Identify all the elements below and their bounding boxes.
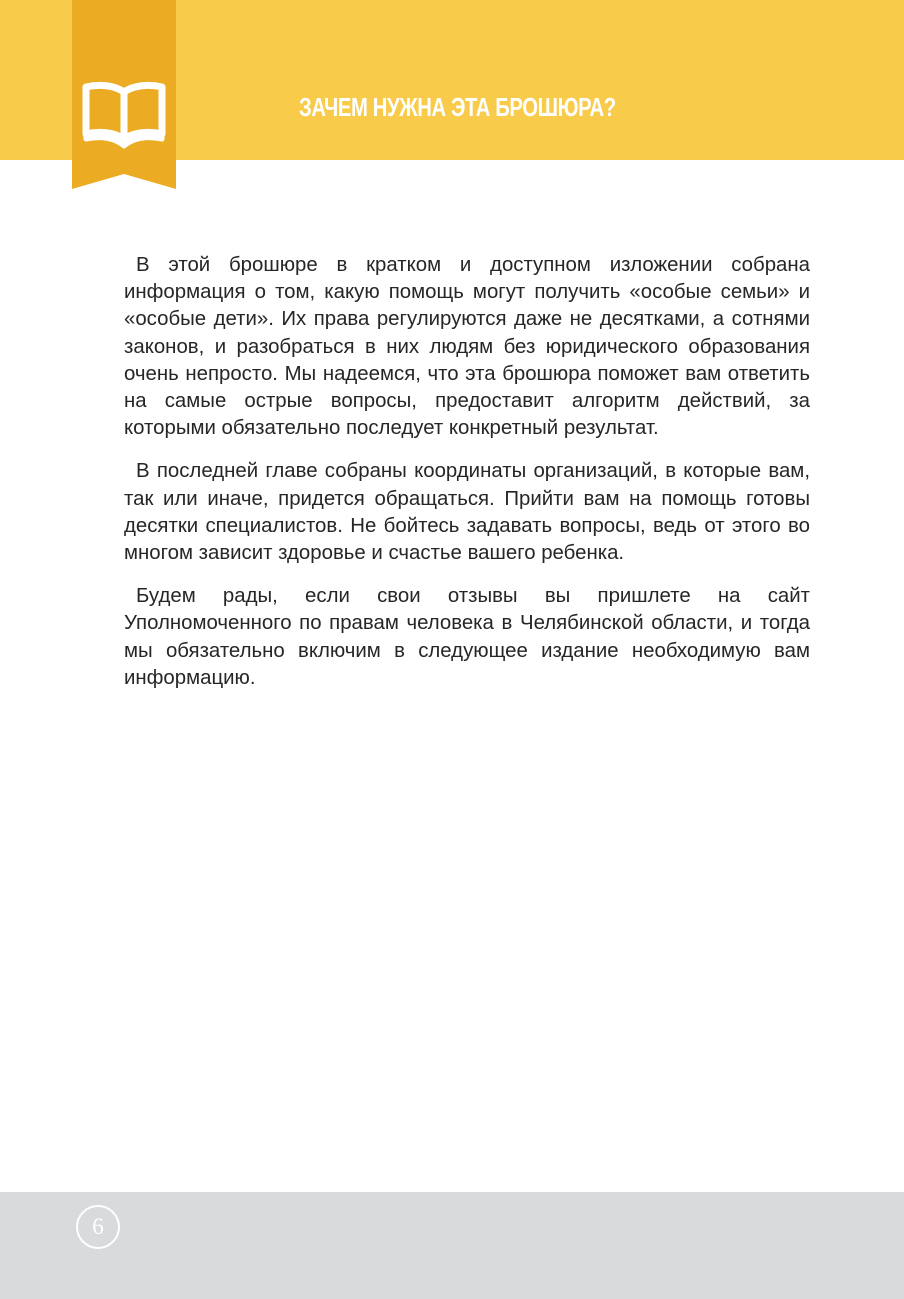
page-number: 6 xyxy=(76,1205,120,1249)
brochure-text xyxy=(124,252,810,708)
paragraph-feedback: Будем рады, если свои отзывы вы пришлете на сайт Уполномоченного по правам человека в Челябинской области, и тогда мы обязательно включим в следующее издание необходимую вам информацию. xyxy=(124,585,810,689)
bookmark-ribbon xyxy=(72,0,176,189)
paragraph-contacts: В последней главе собраны координаты организаций, в которые вам, так или иначе, придется обращаться. Прийти вам на помощь готовы десятки специалистов. Не бойтесь задавать вопросы, ведь от этого во многом зависит здоровье и счастье вашего ребенка. xyxy=(124,460,810,565)
footer-band xyxy=(0,1192,904,1299)
page-title: ЗАЧЕМ НУЖНА ЭТА БРОШЮРА? xyxy=(299,92,616,122)
paragraph-intro: В этой брошюре в кратком и доступном изложении собрана информация о том, какую помощь могут получить «особые семьи» и «особые дети». Их права регулируются даже не десятками, а сотнями законов, и разобраться в них людям без юридического образования очень непросто. Мы надеемся, что эта брошюра поможет вам ответить на самые острые вопросы, предоставит алгоритм действий, за которыми обязательно последует конкретный результат. xyxy=(124,254,810,440)
